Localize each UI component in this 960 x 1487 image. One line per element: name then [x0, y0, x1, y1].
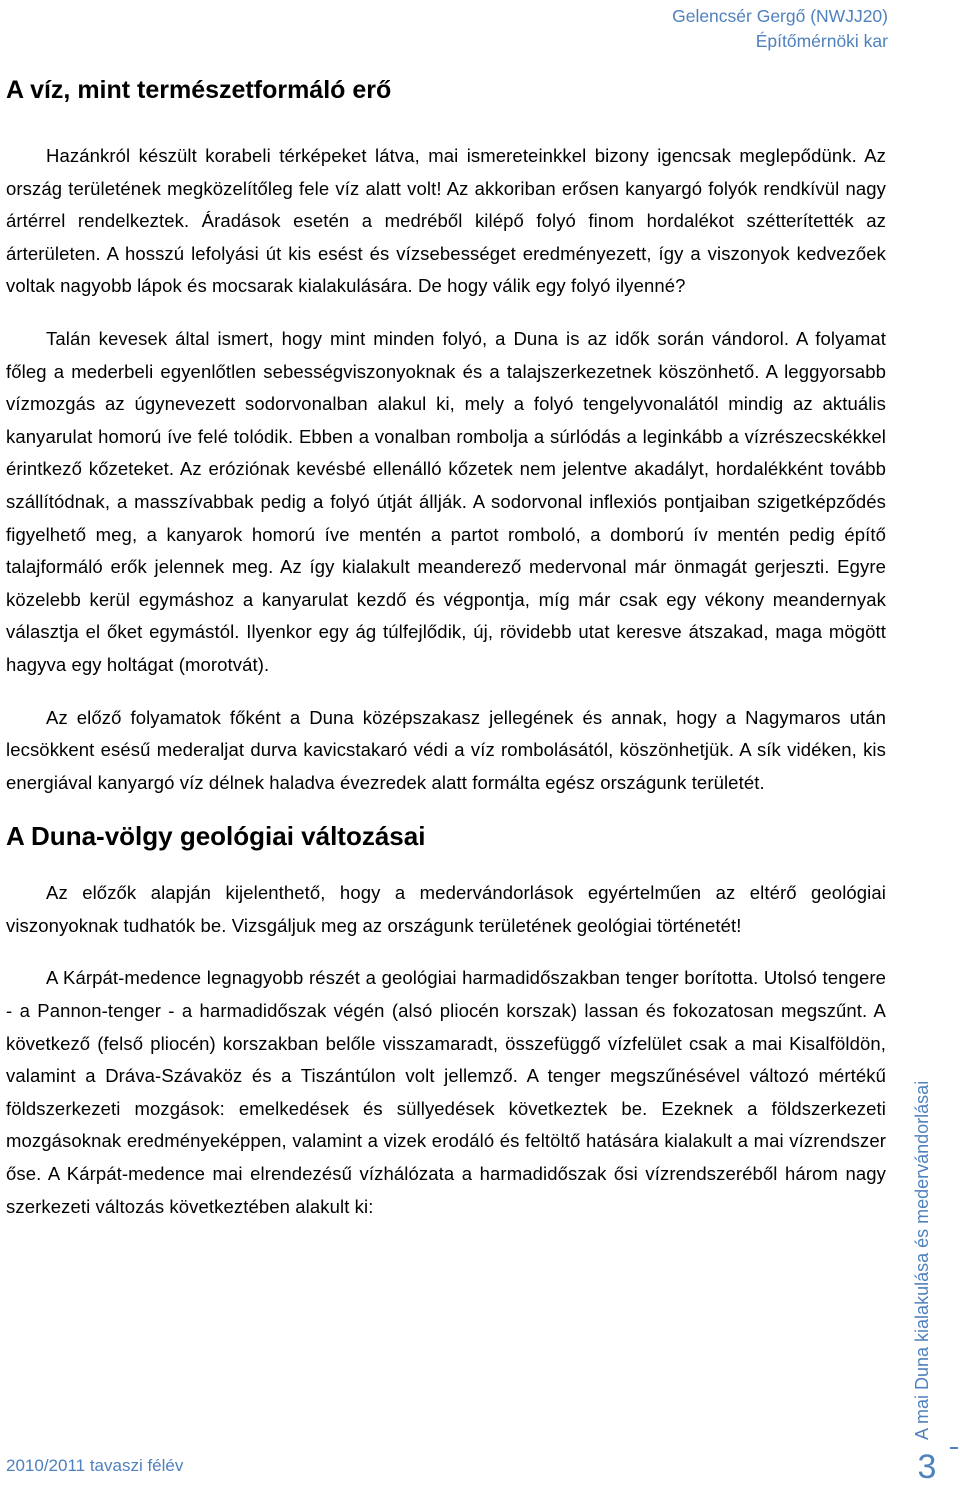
- side-title: A mai Duna kialakulása és medervándorlásai: [912, 1080, 932, 1440]
- section-title-1: A víz, mint természetformáló erő: [6, 76, 392, 104]
- paragraph: Az előző folyamatok főként a Duna középszakasz jellegének és annak, hogy a Nagymaros után lecsökkent esésű mederaljat durva kavicstakaró védi a víz rombolásától, köszönhetjük. A sík vidéken, kis energiával kanyargó víz délnek haladva évezredek alatt formálta egész országunk területét.: [6, 706, 886, 793]
- section-title-2: A Duna-völgy geológiai változásai: [6, 821, 426, 852]
- paragraph: Az előzők alapján kijelenthető, hogy a medervándorlások egyértelműen az eltérő geológiai viszonyoknak tudhatók be. Vizsgáljuk meg az országunk területének geológiai történetét!: [6, 882, 886, 936]
- page-number: 3: [917, 1448, 937, 1486]
- header-program: Építőmérnöki kar: [755, 31, 888, 51]
- paragraph: Hazánkról készült korabeli térképeket látva, mai ismereteinkkel bizony igencsak meglepődünk. Az ország területének megközelítőleg fele víz alatt volt! Az akkoriban erősen kanyargó folyók rendkívül nagy ártérrel rendelkeztek. Áradások esetén a medréből kilépő folyó finom hordalékot szétterítették az árterületen. A hosszú lefolyási út kis esést és vízsebességet eredményezett, így a viszonyok kedvezőek voltak nagyobb lápok és mocsarak kialakulására. De hogy válik egy folyó ilyenné?: [6, 145, 886, 297]
- paragraph: A Kárpát-medence legnagyobb részét a geológiai harmadidőszakban tenger borította. Utolsó tengere - a Pannon-tenger - a harmadidőszak végén (alsó pliocén korszak) lassan és fokozatosan megszűnt. A következő (felső pliocén) korszakban belőle visszamaradt, összefüggő vízfelület csak a mai Kisalföldön, valamint a Dráva-Szávaköz és a Tiszántúlon volt jellemző. A tenger megszűnésével változó mértékű földszerkezeti mozgások: emelkedések és süllyedések következtek be. Ezeknek a földszerkezeti mozgásoknak eredményeképpen, valamint a vizek erodáló és feltöltő hatására kialakult a mai vízrendszer őse. A Kárpát-medence mai elrendezésű vízhálózata a harmadidőszak ősi vízrendszeréből három nagy szerkezeti változás következtében alakult ki:: [6, 967, 886, 1217]
- side-divider: [950, 1447, 958, 1449]
- header-author: Gelencsér Gergő (NWJJ20): [672, 6, 888, 26]
- document-body: [6, 64, 886, 1243]
- page-header: [672, 4, 888, 54]
- footer-semester: 2010/2011 tavaszi félév: [6, 1456, 184, 1475]
- paragraph: Talán kevesek által ismert, hogy mint minden folyó, a Duna is az idők során vándorol. A folyamat főleg a mederbeli egyenlőtlen sebességviszonyoknak és a talajszerkezetnek köszönhető. A leggyorsabb vízmozgás az úgynevezett sodorvonalban alakul ki, mely a folyó tengelyvonalától mindig az aktuális kanyarulat homorú íve felé tolódik. Ebben a vonalban rombolja a súrlódás a leginkább a vízrészecskékkel érintkező kőzeteket. Az eróziónak kevésbé ellenálló kőzetek nem jelentve akadályt, hordalékként tovább szállítódnak, a masszívabbak pedig a folyó útját állják. A sodorvonal inflexiós pontjaiban szigetképződés figyelhető meg, a kanyarok homorú íve mentén a partot romboló, a domború ív mentén pedig építő talajformáló erők jelennek meg. Az így kialakult meanderező medervonal már önmagát gerjeszti. Egyre közelebb kerül egymáshoz a kanyarulat kezdő és végpontja, míg már csak egy vékony meandernyak választja el őket egymástól. Ilyenkor egy ág túlfejlődik, új, rövidebb utat keresve átszakad, maga mögött hagyva egy holtágat (morotvát).: [6, 327, 886, 675]
